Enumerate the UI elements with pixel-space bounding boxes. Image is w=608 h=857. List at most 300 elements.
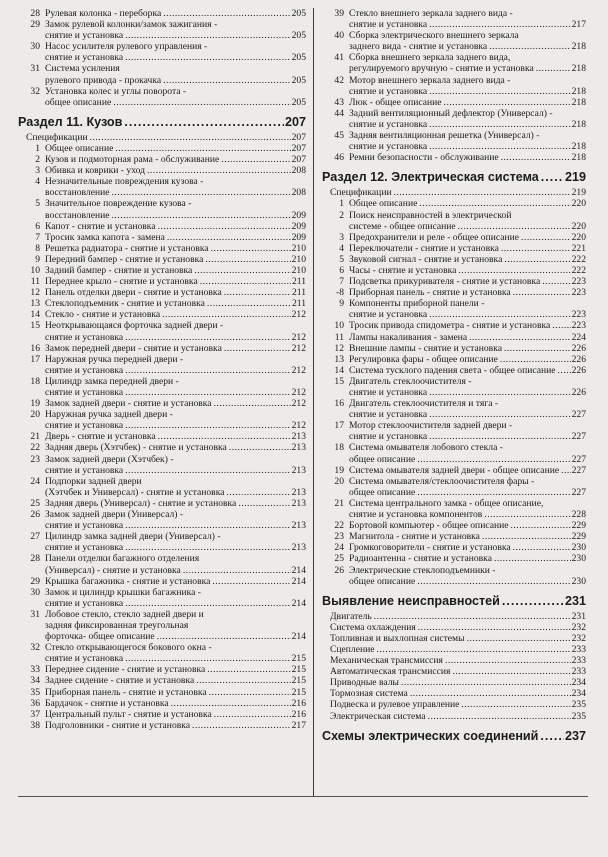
dot-leader <box>417 487 570 498</box>
entry-text: Панель отделки двери - снятие и установка <box>45 287 222 299</box>
entry-text: Громкоговорители - снятие и установка <box>349 542 511 554</box>
toc-entry <box>18 354 306 376</box>
troubleshooting-entry <box>322 711 586 722</box>
toc-entry <box>18 221 306 232</box>
entry-number: 5 <box>339 253 344 265</box>
toc-entry <box>18 198 306 220</box>
entry-number: 24 <box>30 475 40 487</box>
entry-text: Подвеска и рулевое управление <box>330 699 460 711</box>
entry-line <box>45 454 306 465</box>
page-number: 213 <box>291 486 306 498</box>
entry-text: Часы - снятие и установка <box>349 264 457 276</box>
toc-entry <box>18 609 306 642</box>
page-number: 226 <box>571 353 586 365</box>
entry-text: снятие и установка <box>349 141 428 153</box>
entry-line <box>349 343 586 354</box>
entry-line <box>349 320 586 331</box>
entry-number: 38 <box>30 719 40 731</box>
entry-number: 5 <box>35 198 40 210</box>
entry-number: 37 <box>30 708 40 720</box>
entry-number: 26 <box>30 509 40 521</box>
entry-line <box>349 30 586 41</box>
entry-line <box>349 442 586 453</box>
page-number: 218 <box>571 41 586 53</box>
dot-leader <box>558 365 571 376</box>
entry-text: Насос усилителя рулевого управления - <box>45 41 208 53</box>
dot-leader <box>125 520 290 531</box>
page-number: 208 <box>291 187 306 199</box>
toc-entry <box>322 276 586 287</box>
dot-leader <box>501 152 571 163</box>
dot-leader <box>147 165 291 176</box>
page-number: 214 <box>291 631 306 643</box>
entry-text: Наружная ручка задней двери - <box>45 409 173 421</box>
toc-entry <box>18 454 306 476</box>
dot-leader <box>211 243 291 254</box>
entry-text: Двигатель <box>330 610 372 622</box>
dot-leader <box>394 187 571 198</box>
page-number: 207 <box>291 131 306 143</box>
toc-entry <box>18 320 306 342</box>
page-number: 234 <box>571 688 586 700</box>
entry-line <box>349 487 586 498</box>
dot-leader <box>429 141 570 152</box>
toc-entry <box>18 531 306 553</box>
page-number: 212 <box>291 398 306 410</box>
page-number: 233 <box>571 655 586 667</box>
entry-line <box>349 365 586 376</box>
entry-line <box>349 119 586 130</box>
toc-entry <box>18 687 306 698</box>
entry-text: снятие и установка <box>45 520 124 532</box>
toc-entry <box>322 476 586 498</box>
page-number: 233 <box>571 643 586 655</box>
toc-entry <box>18 176 306 198</box>
entry-text: общее описание <box>45 96 112 108</box>
page-number: 215 <box>291 653 306 665</box>
entry-line <box>349 376 586 387</box>
page-number: 218 <box>571 118 586 130</box>
entry-text: Капот - снятие и установка <box>45 220 156 232</box>
toc-entry <box>322 8 586 30</box>
toc-entry <box>322 542 586 553</box>
entry-text: Механическая трансмиссия <box>330 655 443 667</box>
entry-line <box>349 52 586 63</box>
toc-entry <box>322 320 586 331</box>
entry-line <box>45 587 306 598</box>
entry-number: 18 <box>30 375 40 387</box>
dot-leader <box>561 465 571 476</box>
toc-entry <box>322 343 586 354</box>
dot-leader <box>494 553 571 564</box>
entry-text: Спецификации <box>330 187 392 199</box>
entry-number: 6 <box>35 220 40 232</box>
entry-number: 11 <box>30 276 40 288</box>
entry-text: Наружная ручка передней двери - <box>45 353 184 365</box>
dot-leader <box>552 320 570 331</box>
page-number: 229 <box>571 520 586 532</box>
toc-entry <box>18 232 306 243</box>
entry-number: 7 <box>339 276 344 288</box>
dot-leader <box>125 420 290 431</box>
entry-line <box>45 576 306 587</box>
entry-number: 33 <box>30 664 40 676</box>
toc-entry <box>18 553 306 575</box>
page-number: 223 <box>571 309 586 321</box>
page-number: 222 <box>571 264 586 276</box>
entry-line <box>45 143 306 154</box>
page-number: 220 <box>571 198 586 210</box>
entry-text: Лобовое стекло, стекло задней двери и <box>45 608 204 620</box>
entry-line <box>349 398 586 409</box>
entry-number: 22 <box>334 520 344 532</box>
entry-text: Система охлаждения <box>330 621 416 633</box>
entry-text: снятие и установка <box>45 331 124 343</box>
dot-leader <box>196 675 290 686</box>
page-number: 229 <box>571 531 586 543</box>
entry-text: Стекло открывающегося бокового окна - <box>45 642 212 654</box>
entry-line <box>45 354 306 365</box>
dot-leader <box>418 622 571 633</box>
dot-leader <box>401 677 571 688</box>
toc-entry <box>18 276 306 287</box>
toc-entry <box>322 30 586 52</box>
dot-leader <box>467 633 571 644</box>
troubleshooting-entry <box>322 633 586 644</box>
entry-line <box>45 687 306 698</box>
dot-leader <box>214 398 291 409</box>
dot-leader <box>207 298 291 309</box>
dot-leader <box>445 655 571 666</box>
dot-leader <box>229 442 291 453</box>
toc-entry <box>322 442 586 464</box>
entry-text: Неоткрывающаяся форточка задней двери - <box>45 320 224 332</box>
page-number: 226 <box>571 342 586 354</box>
entry-number: 45 <box>334 130 344 142</box>
toc-entry <box>322 398 586 420</box>
page-number: 226 <box>571 364 586 376</box>
entry-line <box>349 298 586 309</box>
toc-entry <box>18 265 306 276</box>
entry-number: 3 <box>339 231 344 243</box>
dot-leader <box>521 232 571 243</box>
entry-text: снятие и установка <box>45 542 124 554</box>
dot-leader <box>112 210 291 221</box>
entry-number: 9 <box>35 253 40 265</box>
entry-number: 31 <box>30 608 40 620</box>
entry-line <box>45 487 306 498</box>
entry-number: 43 <box>334 96 344 108</box>
dot-leader <box>125 30 290 41</box>
entry-number: 32 <box>30 642 40 654</box>
page-number: 215 <box>291 664 306 676</box>
toc-entry <box>18 587 306 609</box>
toc-entry <box>18 143 306 154</box>
dot-leader <box>429 309 570 320</box>
section-heading <box>18 115 306 130</box>
dot-leader <box>194 265 290 276</box>
page-number: 235 <box>571 699 586 711</box>
entry-text: Значительное повреждение кузова - <box>45 198 192 210</box>
entry-line <box>349 498 586 509</box>
entry-text: Люк - общее описание <box>349 96 442 108</box>
entry-line <box>349 531 586 542</box>
entry-number: 23 <box>30 453 40 465</box>
section-title: Выявление неисправностей <box>322 593 500 608</box>
entry-text: задняя фиксированная треугольная <box>45 619 189 631</box>
entry-text: Задняя дверь (Универсал) - снятие и установка <box>45 497 237 509</box>
toc-entry <box>322 108 586 130</box>
page-number: 216 <box>291 697 306 709</box>
dot-leader <box>162 309 290 320</box>
entry-text: Переднее крыло - снятие и установка <box>45 276 198 288</box>
entry-text: Приводные валы <box>330 677 399 689</box>
entry-line <box>349 542 586 553</box>
entry-text: снятие и установка <box>45 464 124 476</box>
toc-entry <box>322 520 586 531</box>
entry-number: 29 <box>30 19 40 31</box>
entry-number: 4 <box>35 176 40 188</box>
dot-leader <box>377 644 571 655</box>
entry-number: 3 <box>35 165 40 177</box>
dot-leader <box>429 86 570 97</box>
toc-entry <box>322 420 586 442</box>
page-number: 215 <box>291 686 306 698</box>
entry-text: Бардачок - снятие и установка <box>45 697 169 709</box>
entry-number: 21 <box>30 431 40 443</box>
entry-text: Крышка багажника - снятие и установка <box>45 575 211 587</box>
entry-text: Задняя вентиляционная решетка (Универсал) - <box>349 130 540 142</box>
page-number: 205 <box>291 96 306 108</box>
entry-number: 28 <box>30 8 40 19</box>
toc-entry <box>322 130 586 152</box>
entry-line <box>45 287 306 298</box>
toc-entry <box>322 52 586 74</box>
entry-text: Сборка электрического внешнего зеркала <box>349 30 519 42</box>
entry-number: 10 <box>334 320 344 332</box>
entry-line <box>45 52 306 63</box>
dot-leader <box>158 431 291 442</box>
entry-line <box>45 41 306 52</box>
entry-line <box>45 97 306 108</box>
page-number: 232 <box>571 632 586 644</box>
entry-line <box>349 387 586 398</box>
entry-number: 14 <box>30 309 40 321</box>
entry-line <box>349 309 586 320</box>
toc-entry <box>18 720 306 731</box>
entry-text: Стеклоподъемник - снятие и установка <box>45 298 205 310</box>
page-number: 213 <box>291 520 306 532</box>
dot-leader <box>224 287 291 298</box>
entry-number: 44 <box>334 107 344 119</box>
entry-text: Стекло внешнего зеркала заднего вида - <box>349 8 513 19</box>
toc-entry <box>322 531 586 542</box>
entry-text: снятие и установка <box>45 420 124 432</box>
entry-line <box>45 409 306 420</box>
entry-number: 15 <box>30 320 40 332</box>
page-number: 224 <box>571 331 586 343</box>
toc-entry <box>18 343 306 354</box>
entry-text: Общее описание <box>45 142 114 154</box>
toc-entry <box>18 298 306 309</box>
entry-text: Подсветка прикуривателя - снятие и установка <box>349 276 541 288</box>
entry-line <box>45 598 306 609</box>
entry-text: форточка- общее описание <box>45 631 155 643</box>
toc-entry <box>322 232 586 243</box>
toc-entry <box>18 664 306 675</box>
page-number: 227 <box>571 409 586 421</box>
entry-line <box>349 476 586 487</box>
entry-text: Тормозная система <box>330 688 408 700</box>
entry-number: 23 <box>334 531 344 543</box>
entry-text: Установка колес и углы поворота - <box>45 85 187 97</box>
dot-leader <box>125 52 290 63</box>
entry-text: Замок рулевой колонки/замок зажигания - <box>45 19 218 31</box>
entry-number: 9 <box>339 298 344 310</box>
column-divider <box>313 8 314 796</box>
entry-text: снятие и установка <box>349 387 428 398</box>
specifications-entry <box>322 187 586 198</box>
toc-entry <box>322 298 586 320</box>
toc-entry <box>18 576 306 587</box>
entry-line <box>349 221 586 232</box>
entry-line <box>349 420 586 431</box>
dot-leader <box>113 97 290 108</box>
entry-line <box>349 130 586 141</box>
entry-text: снятие и установка <box>45 364 124 376</box>
entry-text: регулируемого вручную - снятие и установка <box>349 63 534 75</box>
entry-line <box>45 642 306 653</box>
entry-text: снятие и установка <box>45 597 124 609</box>
page-number: 205 <box>291 8 306 19</box>
page-number: 213 <box>291 464 306 476</box>
entry-text: снятие и установка <box>45 387 124 398</box>
dot-leader <box>419 198 570 209</box>
entry-number: 16 <box>30 342 40 354</box>
dot-leader <box>504 343 571 354</box>
page-number: 218 <box>571 96 586 108</box>
page-number: 237 <box>564 728 586 743</box>
entry-text: Кузов и подмоторная рама - обслуживание <box>45 154 220 166</box>
page-number: 223 <box>571 276 586 288</box>
entry-number: 40 <box>334 30 344 42</box>
dot-leader <box>125 653 290 664</box>
entry-number: 14 <box>334 364 344 376</box>
entry-text: Незначительные повреждения кузова - <box>45 176 204 188</box>
entry-line <box>349 565 586 576</box>
dot-leader <box>429 19 570 30</box>
dot-leader <box>458 221 571 232</box>
page-number: 212 <box>291 387 306 398</box>
section-title: Раздел 11. Кузов <box>18 114 123 129</box>
dot-leader <box>429 119 570 130</box>
toc-entry <box>18 63 306 85</box>
entry-text: Замок задней двери - снятие и установка <box>45 398 212 410</box>
page-number: 210 <box>291 253 306 265</box>
entry-line <box>45 265 306 276</box>
dot-leader <box>489 41 570 52</box>
toc-entry <box>18 41 306 63</box>
dot-leader <box>513 542 571 553</box>
toc-entry <box>322 254 586 265</box>
entry-text: Переднее сидение - снятие и установка <box>45 664 206 676</box>
entry-text: Предохранители и реле - общее описание <box>349 231 520 243</box>
dot-leader <box>90 132 291 143</box>
entry-text: снятие и установка компонентов <box>349 509 483 521</box>
page-number: 212 <box>291 420 306 432</box>
toc-entry <box>322 553 586 564</box>
entry-text: Замок задней двери (Универсал) - <box>45 509 184 521</box>
entry-line <box>349 431 586 442</box>
entry-number: 12 <box>30 287 40 299</box>
page-number: 213 <box>291 497 306 509</box>
entry-text: снятие и установка <box>349 19 428 31</box>
entry-line <box>45 332 306 343</box>
entry-number: 15 <box>334 375 344 387</box>
entry-line <box>45 398 306 409</box>
entry-number: 36 <box>30 697 40 709</box>
entry-number: 22 <box>30 442 40 454</box>
dot-leader <box>513 287 571 298</box>
toc-entry <box>18 431 306 442</box>
entry-number: 35 <box>30 686 40 698</box>
entry-line <box>45 176 306 187</box>
entry-number: 12 <box>334 342 344 354</box>
troubleshooting-entry <box>322 666 586 677</box>
toc-entry <box>322 287 586 298</box>
entry-text: Двигатель стеклоочистителя и тяга - <box>349 398 499 410</box>
entry-line <box>45 431 306 442</box>
entry-line <box>45 442 306 453</box>
toc-entry <box>322 265 586 276</box>
section-heading <box>322 594 586 609</box>
page-number: 217 <box>291 719 306 731</box>
page-number: 207 <box>291 154 306 166</box>
entry-line <box>349 553 586 564</box>
entry-number: 46 <box>334 152 344 164</box>
toc-entry <box>18 287 306 298</box>
entry-line <box>45 609 306 620</box>
dot-leader <box>125 598 290 609</box>
entry-text: Мотор стеклоочистителя задней двери - <box>349 420 513 432</box>
entry-number: 1 <box>339 198 344 210</box>
page-number: 214 <box>291 575 306 587</box>
entry-number: 17 <box>334 420 344 432</box>
dot-leader <box>469 332 571 343</box>
entry-line <box>349 520 586 531</box>
page-number: 212 <box>291 364 306 376</box>
entry-number: 6 <box>339 264 344 276</box>
entry-text: Сборка внешнего зеркала заднего вида, <box>349 52 511 64</box>
page-number: 234 <box>571 677 586 689</box>
entry-text: Цилиндр замка передней двери - <box>45 375 179 387</box>
entry-number: 2 <box>339 209 344 221</box>
entry-number: 17 <box>30 353 40 365</box>
entry-line <box>349 454 586 465</box>
entry-text: Тросик замка капота - замена <box>45 231 165 243</box>
entry-line <box>349 509 586 520</box>
entry-text: Спецификации <box>26 131 88 143</box>
dot-leader <box>504 254 570 265</box>
entry-number: 7 <box>35 231 40 243</box>
entry-number: 31 <box>30 63 40 75</box>
page-number: 218 <box>571 152 586 164</box>
toc-entry <box>18 442 306 453</box>
entry-number: 25 <box>334 553 344 565</box>
entry-text: Компоненты приборной панели - <box>349 298 485 310</box>
entry-line <box>349 75 586 86</box>
dot-leader <box>125 465 290 476</box>
